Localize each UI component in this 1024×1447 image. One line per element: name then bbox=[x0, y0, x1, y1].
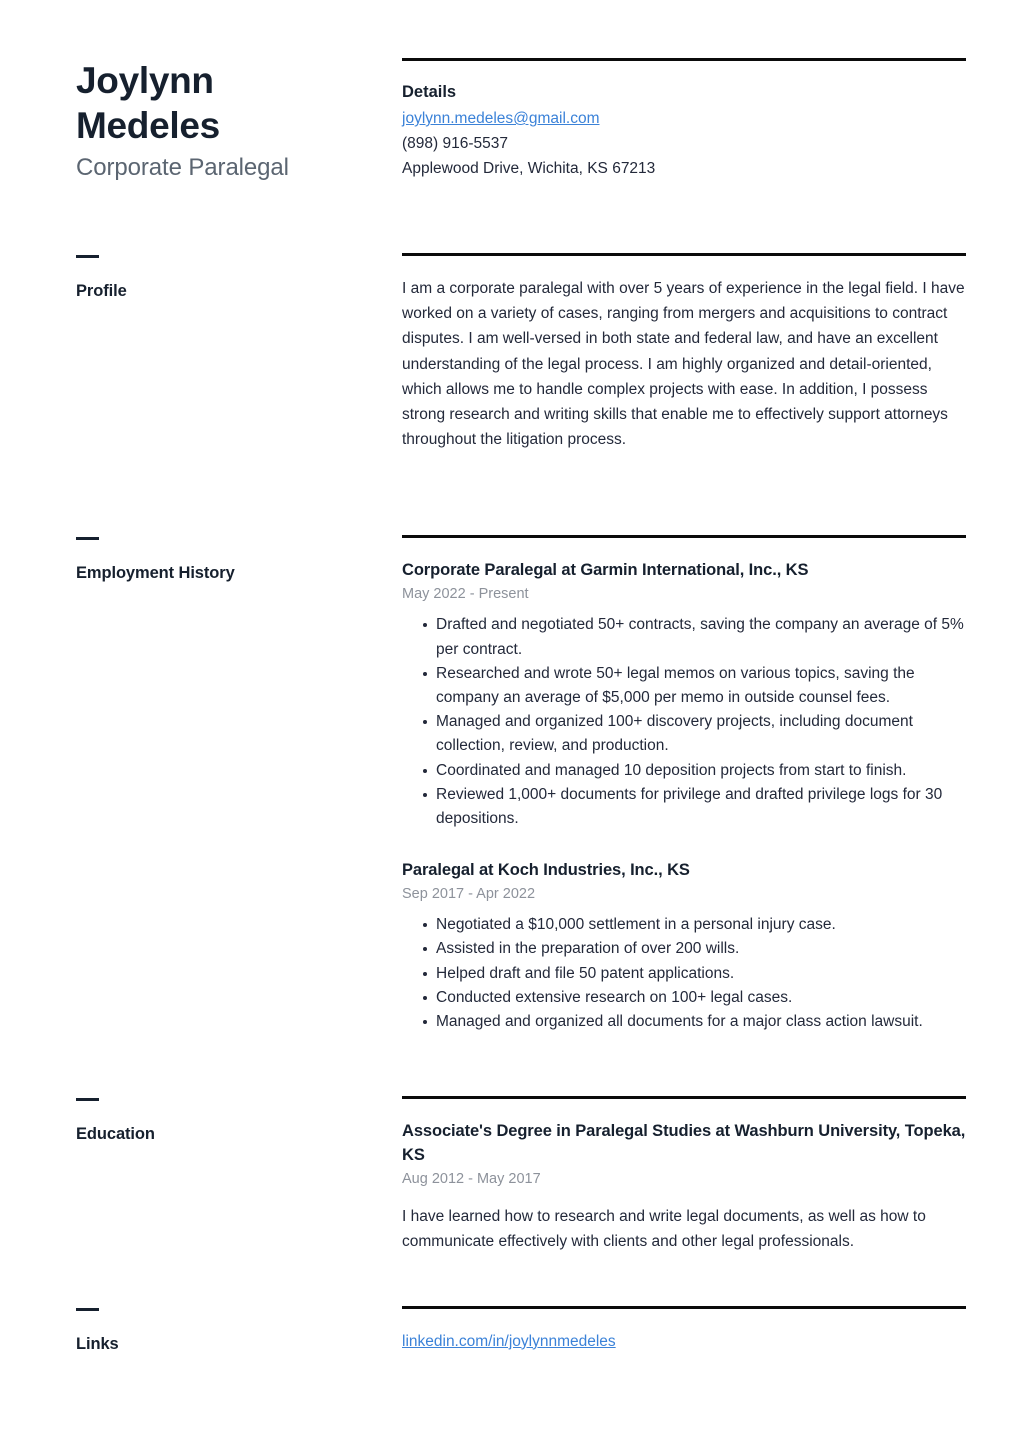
employment-bullets bbox=[402, 613, 966, 831]
links-content bbox=[402, 1306, 966, 1354]
list-item: Managed and organized all documents for a major class action lawsuit. bbox=[402, 1010, 966, 1034]
profile-section bbox=[76, 253, 966, 452]
section-rule-education bbox=[402, 1096, 966, 1099]
list-item: Coordinated and managed 10 deposition projects from start to finish. bbox=[402, 759, 966, 783]
first-name: Joylynn bbox=[76, 60, 214, 101]
education-date: Aug 2012 - May 2017 bbox=[402, 1171, 541, 1188]
section-rule-employment bbox=[402, 535, 966, 538]
section-label-links: Links bbox=[76, 1334, 119, 1353]
dash-marker-icon bbox=[76, 1308, 99, 1311]
employment-date: Sep 2017 - Apr 2022 bbox=[402, 886, 536, 903]
education-description: I have learned how to research and write legal documents, as well as how to communicate effectively with clients and other legal professionals. bbox=[402, 1208, 926, 1251]
links-section bbox=[76, 1306, 966, 1355]
section-rule-links bbox=[402, 1306, 966, 1309]
education-title: Associate's Degree in Paralegal Studies at Washburn University, Topeka, KS bbox=[402, 1122, 966, 1165]
dash-marker-icon bbox=[76, 1098, 99, 1101]
employment-entry bbox=[402, 858, 966, 1034]
email-line bbox=[402, 106, 966, 131]
spacer-after-employment bbox=[76, 1034, 966, 1096]
education-label-block bbox=[76, 1096, 402, 1145]
dash-marker-icon bbox=[76, 255, 99, 258]
list-item: Drafted and negotiated 50+ contracts, saving the company an average of 5% per contract. bbox=[402, 613, 966, 661]
page-title bbox=[76, 58, 382, 148]
employment-date: May 2022 - Present bbox=[402, 586, 529, 603]
linkedin-link[interactable]: linkedin.com/in/joylynnmedeles bbox=[402, 1332, 616, 1350]
section-rule-profile bbox=[402, 253, 966, 256]
list-item: Negotiated a $10,000 settlement in a personal injury case. bbox=[402, 913, 966, 937]
email-link[interactable]: joylynn.medeles@gmail.com bbox=[402, 110, 600, 127]
list-item: Assisted in the preparation of over 200 wills. bbox=[402, 937, 966, 961]
section-rule-details bbox=[402, 58, 966, 61]
job-title: Corporate Paralegal bbox=[76, 154, 289, 181]
header-section bbox=[76, 58, 966, 184]
employment-section bbox=[76, 535, 966, 1034]
phone-line: (898) 916-5537 bbox=[402, 135, 508, 152]
resume-body bbox=[76, 58, 966, 1355]
spacer-after-education bbox=[76, 1255, 966, 1306]
list-item: Helped draft and file 50 patent applications. bbox=[402, 962, 966, 986]
education-entry bbox=[402, 1119, 966, 1254]
employment-bullets bbox=[402, 913, 966, 1034]
employment-content bbox=[402, 535, 966, 1034]
section-label-education: Education bbox=[76, 1125, 155, 1144]
employment-entry bbox=[402, 558, 966, 831]
list-item: Conducted extensive research on 100+ legal cases. bbox=[402, 986, 966, 1010]
education-section bbox=[76, 1096, 966, 1254]
profile-label-block bbox=[76, 253, 402, 302]
last-name: Medeles bbox=[76, 105, 220, 146]
employment-title: Paralegal at Koch Industries, Inc., KS bbox=[402, 861, 690, 880]
spacer-after-header bbox=[76, 184, 966, 253]
identity-block bbox=[76, 58, 402, 184]
spacer-after-profile bbox=[76, 452, 966, 535]
details-block bbox=[402, 58, 966, 181]
employment-title: Corporate Paralegal at Garmin International, Inc., KS bbox=[402, 561, 809, 580]
list-item: Managed and organized 100+ discovery projects, including document collection, review, and production. bbox=[402, 710, 966, 758]
details-heading: Details bbox=[402, 83, 457, 101]
list-item: Reviewed 1,000+ documents for privilege and drafted privilege logs for 30 depositions. bbox=[402, 783, 966, 831]
section-label-employment: Employment History bbox=[76, 564, 235, 583]
links-label-block bbox=[76, 1306, 402, 1355]
dash-marker-icon bbox=[76, 537, 99, 540]
link-line bbox=[402, 1329, 966, 1354]
profile-content bbox=[402, 253, 966, 452]
employment-label-block bbox=[76, 535, 402, 584]
section-label-profile: Profile bbox=[76, 282, 127, 300]
profile-text: I am a corporate paralegal with over 5 years of experience in the legal field. I have worked on a variety of cases, ranging from mergers and acquisitions to contract disputes. I am well-versed in both state and federal law, and have an excellent understanding of the legal process. I am highly organized and detail-oriented, which allows me to handle complex projects with ease. In addition, I possess strong research and writing skills that enable me to effectively support attorneys throughout the litigation process. bbox=[402, 280, 965, 449]
list-item: Researched and wrote 50+ legal memos on various topics, saving the company an average of $5,000 per memo in outside counsel fees. bbox=[402, 662, 966, 710]
address-line: Applewood Drive, Wichita, KS 67213 bbox=[402, 160, 656, 177]
education-content bbox=[402, 1096, 966, 1254]
